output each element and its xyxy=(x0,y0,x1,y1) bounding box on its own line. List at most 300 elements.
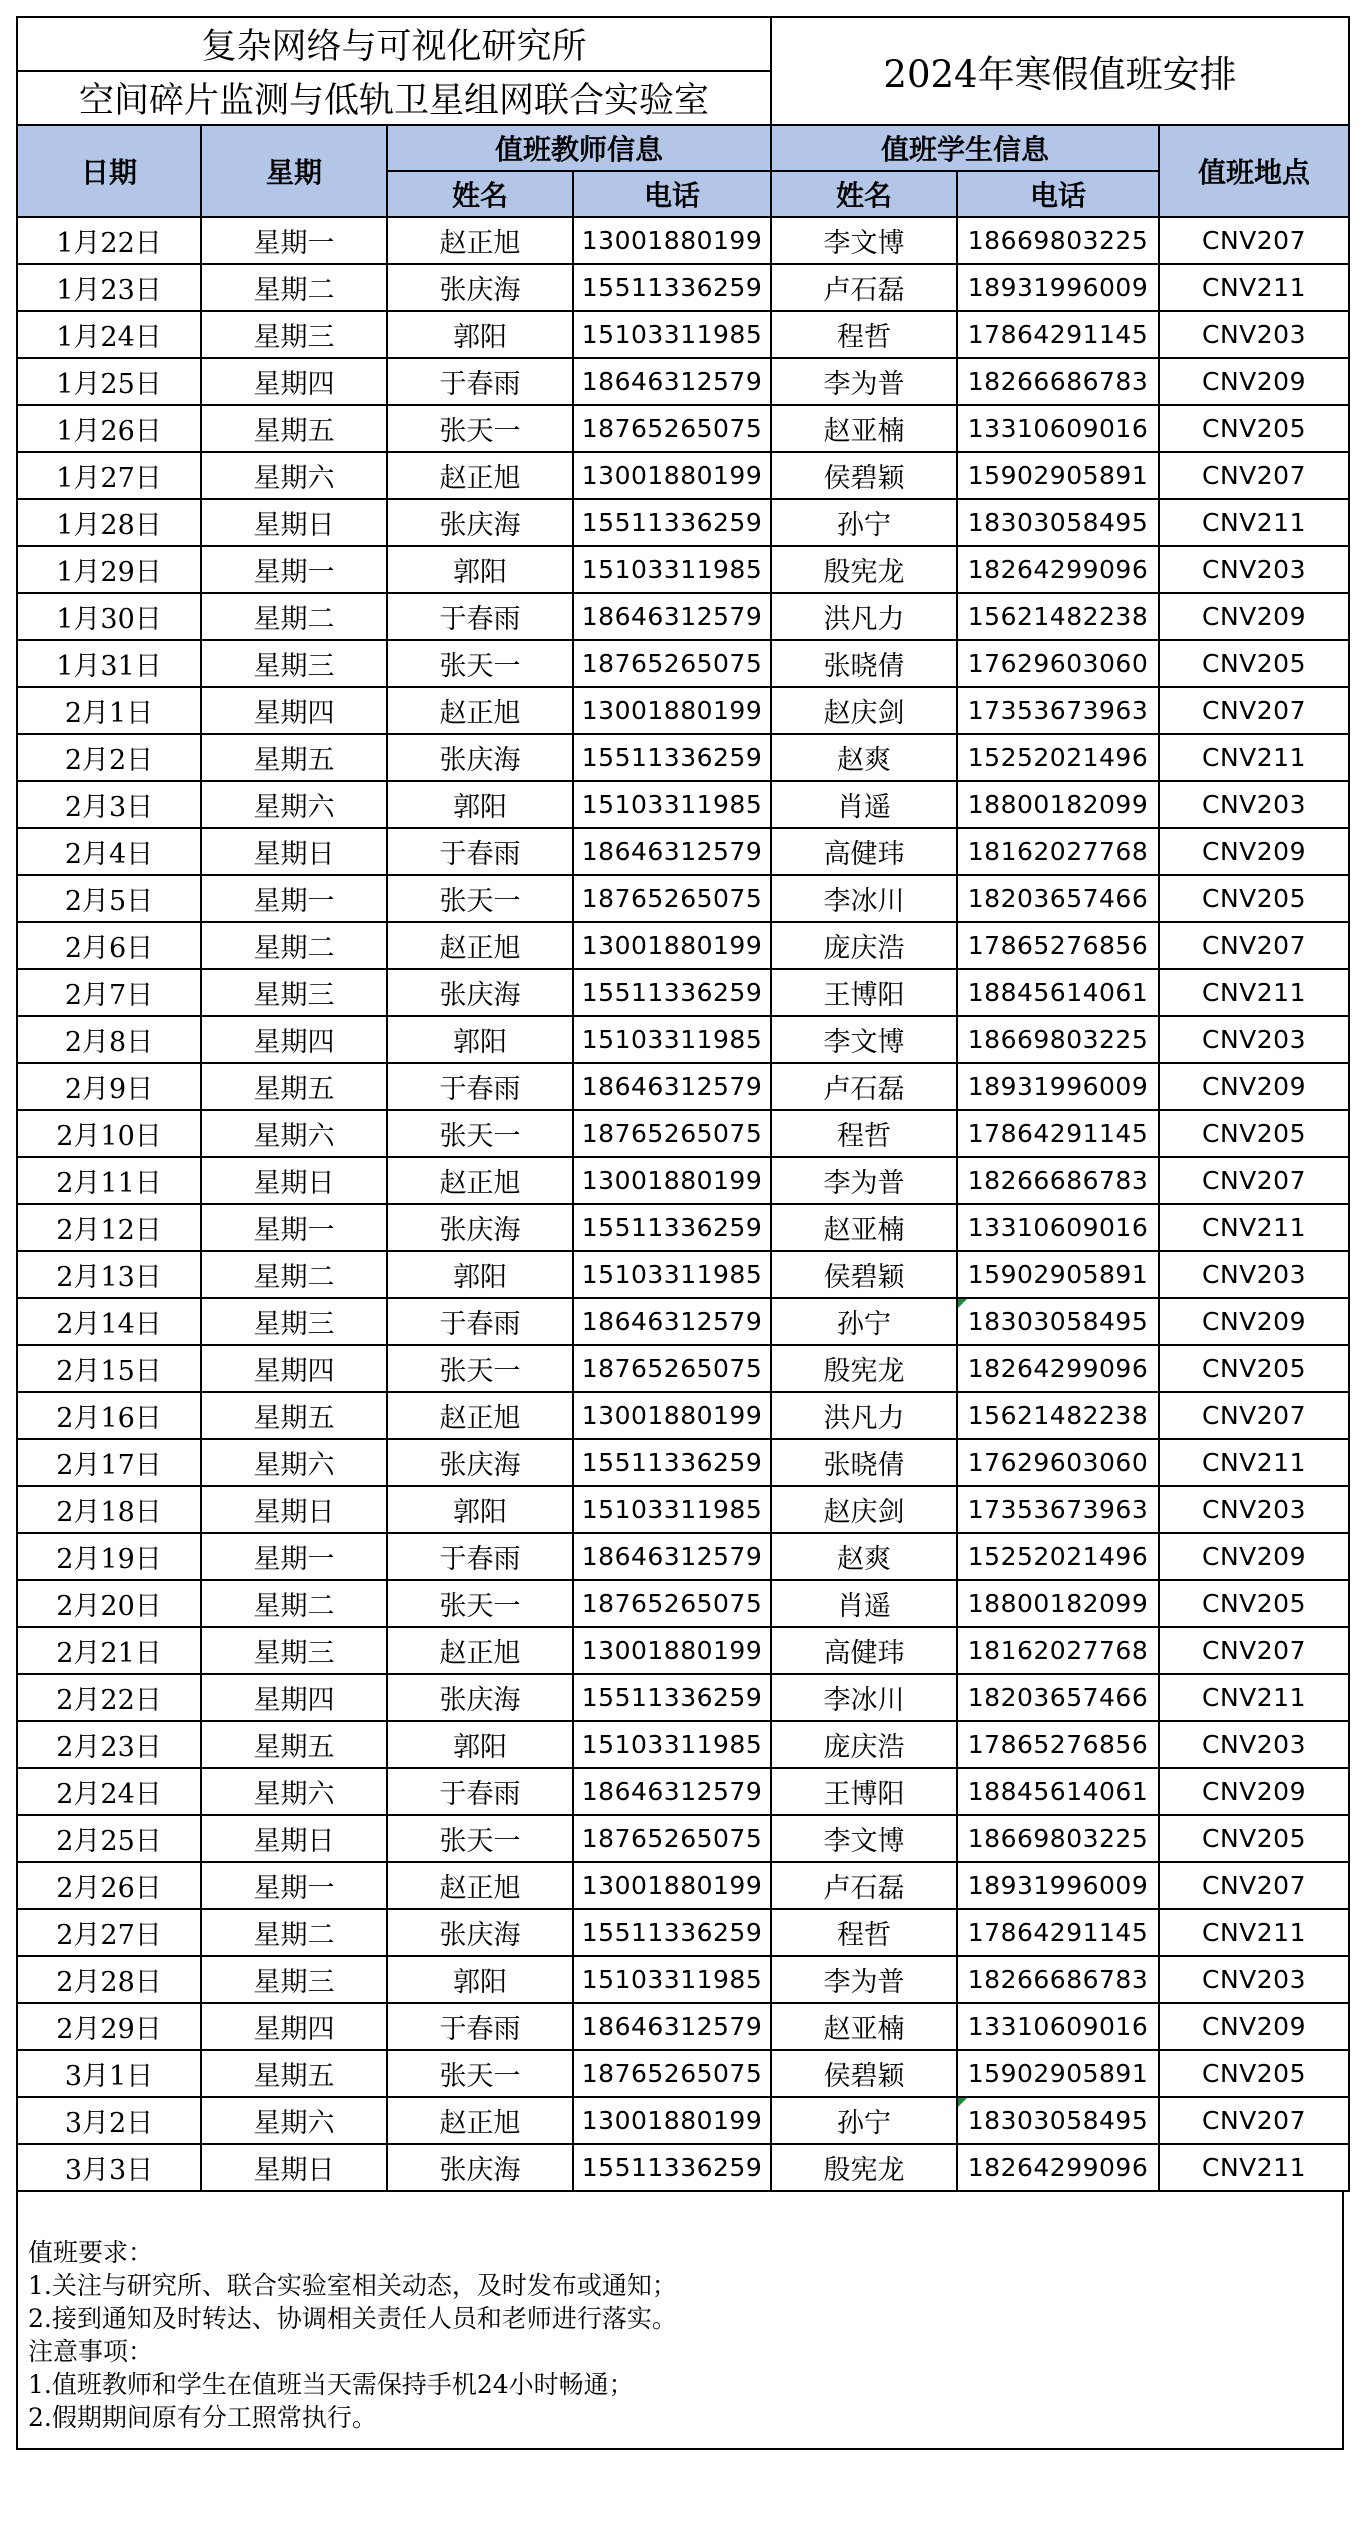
student-name-cell: 赵爽 xyxy=(771,1533,957,1580)
date-cell: 2月27日 xyxy=(17,1909,201,1956)
teacher-name-cell: 郭阳 xyxy=(387,1956,573,2003)
teacher-name-cell: 赵正旭 xyxy=(387,452,573,499)
table-row xyxy=(17,452,1349,499)
teacher-name-cell: 张庆海 xyxy=(387,1909,573,1956)
location-cell: CNV205 xyxy=(1159,2050,1349,2097)
weekday-cell: 星期四 xyxy=(201,1016,387,1063)
student-name-cell: 李文博 xyxy=(771,217,957,264)
teacher-phone-cell: 18646312579 xyxy=(573,358,771,405)
student-name-cell: 庞庆浩 xyxy=(771,1721,957,1768)
date-cell: 2月17日 xyxy=(17,1439,201,1486)
weekday-cell: 星期一 xyxy=(201,546,387,593)
weekday-cell: 星期日 xyxy=(201,1157,387,1204)
student-name-cell: 程哲 xyxy=(771,1909,957,1956)
student-name-cell: 赵亚楠 xyxy=(771,1204,957,1251)
table-row xyxy=(17,2050,1349,2097)
table-row xyxy=(17,311,1349,358)
student-name-cell: 侯碧颖 xyxy=(771,452,957,499)
table-row xyxy=(17,1956,1349,2003)
location-cell: CNV205 xyxy=(1159,1345,1349,1392)
header-location: 值班地点 xyxy=(1159,125,1349,217)
teacher-phone-cell: 15511336259 xyxy=(573,499,771,546)
table-row xyxy=(17,1721,1349,1768)
date-cell: 1月30日 xyxy=(17,593,201,640)
student-phone-cell: 18303058495 xyxy=(957,2097,1159,2144)
location-cell: CNV205 xyxy=(1159,875,1349,922)
location-cell: CNV207 xyxy=(1159,217,1349,264)
teacher-name-cell: 赵正旭 xyxy=(387,1392,573,1439)
teacher-phone-cell: 13001880199 xyxy=(573,1392,771,1439)
student-phone-cell: 18264299096 xyxy=(957,2144,1159,2191)
table-row xyxy=(17,1298,1349,1345)
teacher-phone-cell: 15511336259 xyxy=(573,1204,771,1251)
weekday-cell: 星期二 xyxy=(201,922,387,969)
table-row xyxy=(17,1204,1349,1251)
teacher-name-cell: 于春雨 xyxy=(387,828,573,875)
teacher-name-cell: 郭阳 xyxy=(387,781,573,828)
teacher-name-cell: 于春雨 xyxy=(387,1298,573,1345)
date-cell: 2月12日 xyxy=(17,1204,201,1251)
weekday-cell: 星期日 xyxy=(201,2144,387,2191)
location-cell: CNV205 xyxy=(1159,640,1349,687)
table-row xyxy=(17,1157,1349,1204)
table-row xyxy=(17,546,1349,593)
teacher-phone-cell: 18765265075 xyxy=(573,875,771,922)
student-name-cell: 高健玮 xyxy=(771,828,957,875)
teacher-phone-cell: 13001880199 xyxy=(573,1862,771,1909)
date-cell: 2月22日 xyxy=(17,1674,201,1721)
table-row xyxy=(17,1627,1349,1674)
table-row xyxy=(17,875,1349,922)
teacher-phone-cell: 18646312579 xyxy=(573,1063,771,1110)
student-name-cell: 赵庆剑 xyxy=(771,1486,957,1533)
student-phone-cell: 18669803225 xyxy=(957,1815,1159,1862)
location-cell: CNV211 xyxy=(1159,734,1349,781)
teacher-name-cell: 郭阳 xyxy=(387,1486,573,1533)
teacher-name-cell: 赵正旭 xyxy=(387,687,573,734)
location-cell: CNV205 xyxy=(1159,1815,1349,1862)
student-phone-cell: 18264299096 xyxy=(957,546,1159,593)
student-name-cell: 赵庆剑 xyxy=(771,687,957,734)
table-row xyxy=(17,1909,1349,1956)
table-row xyxy=(17,1345,1349,1392)
location-cell: CNV207 xyxy=(1159,687,1349,734)
teacher-phone-cell: 13001880199 xyxy=(573,2097,771,2144)
student-phone-cell: 18266686783 xyxy=(957,358,1159,405)
student-phone-cell: 13310609016 xyxy=(957,1204,1159,1251)
date-cell: 1月28日 xyxy=(17,499,201,546)
teacher-name-cell: 张天一 xyxy=(387,405,573,452)
date-cell: 3月1日 xyxy=(17,2050,201,2097)
teacher-name-cell: 于春雨 xyxy=(387,358,573,405)
weekday-cell: 星期二 xyxy=(201,1251,387,1298)
student-phone-cell: 18669803225 xyxy=(957,217,1159,264)
note-line: 注意事项： xyxy=(28,2337,154,2366)
teacher-phone-cell: 18646312579 xyxy=(573,2003,771,2050)
weekday-cell: 星期二 xyxy=(201,593,387,640)
teacher-name-cell: 赵正旭 xyxy=(387,1627,573,1674)
student-name-cell: 洪凡力 xyxy=(771,1392,957,1439)
weekday-cell: 星期六 xyxy=(201,452,387,499)
student-name-cell: 殷宪龙 xyxy=(771,1345,957,1392)
student-phone-cell: 15902905891 xyxy=(957,452,1159,499)
header-teacher-info: 值班教师信息 xyxy=(387,125,771,171)
teacher-name-cell: 张庆海 xyxy=(387,1204,573,1251)
teacher-name-cell: 赵正旭 xyxy=(387,1157,573,1204)
location-cell: CNV207 xyxy=(1159,2097,1349,2144)
location-cell: CNV207 xyxy=(1159,1862,1349,1909)
date-cell: 3月2日 xyxy=(17,2097,201,2144)
teacher-name-cell: 赵正旭 xyxy=(387,217,573,264)
date-cell: 2月28日 xyxy=(17,1956,201,2003)
location-cell: CNV207 xyxy=(1159,1157,1349,1204)
teacher-phone-cell: 18646312579 xyxy=(573,1768,771,1815)
location-cell: CNV203 xyxy=(1159,1721,1349,1768)
weekday-cell: 星期四 xyxy=(201,358,387,405)
comment-marker-icon xyxy=(958,2098,967,2107)
location-cell: CNV207 xyxy=(1159,1627,1349,1674)
header-teacher-phone: 电话 xyxy=(573,171,771,217)
table-row xyxy=(17,499,1349,546)
student-name-cell: 张晓倩 xyxy=(771,640,957,687)
header-teacher-name: 姓名 xyxy=(387,171,573,217)
schedule-rows xyxy=(17,217,1349,2191)
weekday-cell: 星期一 xyxy=(201,1204,387,1251)
date-cell: 2月4日 xyxy=(17,828,201,875)
student-phone-cell: 18800182099 xyxy=(957,781,1159,828)
table-row xyxy=(17,405,1349,452)
teacher-phone-cell: 18765265075 xyxy=(573,1345,771,1392)
header-date: 日期 xyxy=(17,125,201,217)
teacher-name-cell: 张庆海 xyxy=(387,969,573,1016)
student-name-cell: 王博阳 xyxy=(771,969,957,1016)
student-name-cell: 王博阳 xyxy=(771,1768,957,1815)
date-cell: 2月3日 xyxy=(17,781,201,828)
duty-schedule-sheet xyxy=(16,16,1348,2450)
teacher-phone-cell: 13001880199 xyxy=(573,452,771,499)
teacher-name-cell: 张天一 xyxy=(387,2050,573,2097)
table-row xyxy=(17,1768,1349,1815)
teacher-name-cell: 张天一 xyxy=(387,1580,573,1627)
teacher-name-cell: 张天一 xyxy=(387,1345,573,1392)
table-row xyxy=(17,1016,1349,1063)
date-cell: 3月3日 xyxy=(17,2144,201,2191)
table-row xyxy=(17,217,1349,264)
date-cell: 1月23日 xyxy=(17,264,201,311)
student-name-cell: 庞庆浩 xyxy=(771,922,957,969)
teacher-phone-cell: 13001880199 xyxy=(573,1157,771,1204)
table-row xyxy=(17,1533,1349,1580)
date-cell: 2月6日 xyxy=(17,922,201,969)
note-line: 2.假期期间原有分工照常执行。 xyxy=(28,2403,377,2432)
weekday-cell: 星期日 xyxy=(201,1486,387,1533)
student-phone-cell: 17629603060 xyxy=(957,1439,1159,1486)
student-name-cell: 张晓倩 xyxy=(771,1439,957,1486)
student-phone-cell: 13310609016 xyxy=(957,405,1159,452)
weekday-cell: 星期一 xyxy=(201,217,387,264)
header-student-phone: 电话 xyxy=(957,171,1159,217)
date-cell: 2月5日 xyxy=(17,875,201,922)
student-name-cell: 殷宪龙 xyxy=(771,2144,957,2191)
teacher-name-cell: 张天一 xyxy=(387,1815,573,1862)
student-phone-cell: 15252021496 xyxy=(957,1533,1159,1580)
student-name-cell: 洪凡力 xyxy=(771,593,957,640)
weekday-cell: 星期三 xyxy=(201,311,387,358)
date-cell: 2月8日 xyxy=(17,1016,201,1063)
weekday-cell: 星期六 xyxy=(201,1768,387,1815)
student-name-cell: 程哲 xyxy=(771,1110,957,1157)
date-cell: 2月18日 xyxy=(17,1486,201,1533)
table-row xyxy=(17,2097,1349,2144)
table-row xyxy=(17,1251,1349,1298)
student-phone-cell: 17864291145 xyxy=(957,1909,1159,1956)
notes-box xyxy=(16,2192,1344,2450)
teacher-name-cell: 郭阳 xyxy=(387,1721,573,1768)
table-row xyxy=(17,1486,1349,1533)
weekday-cell: 星期四 xyxy=(201,1674,387,1721)
student-name-cell: 卢石磊 xyxy=(771,264,957,311)
student-phone-cell: 17864291145 xyxy=(957,311,1159,358)
location-cell: CNV209 xyxy=(1159,358,1349,405)
weekday-cell: 星期四 xyxy=(201,2003,387,2050)
header-student-name: 姓名 xyxy=(771,171,957,217)
location-cell: CNV209 xyxy=(1159,1768,1349,1815)
location-cell: CNV209 xyxy=(1159,1298,1349,1345)
student-phone-cell: 13310609016 xyxy=(957,2003,1159,2050)
weekday-cell: 星期五 xyxy=(201,1063,387,1110)
teacher-name-cell: 于春雨 xyxy=(387,1768,573,1815)
teacher-phone-cell: 18765265075 xyxy=(573,1110,771,1157)
teacher-name-cell: 郭阳 xyxy=(387,311,573,358)
teacher-name-cell: 张天一 xyxy=(387,875,573,922)
date-cell: 1月24日 xyxy=(17,311,201,358)
teacher-phone-cell: 15511336259 xyxy=(573,1439,771,1486)
table-row xyxy=(17,687,1349,734)
student-phone-cell: 18303058495 xyxy=(957,1298,1159,1345)
teacher-name-cell: 张庆海 xyxy=(387,264,573,311)
student-phone-cell: 17864291145 xyxy=(957,1110,1159,1157)
table-row xyxy=(17,2003,1349,2050)
teacher-name-cell: 张庆海 xyxy=(387,1674,573,1721)
student-phone-cell: 18669803225 xyxy=(957,1016,1159,1063)
date-cell: 2月9日 xyxy=(17,1063,201,1110)
teacher-name-cell: 赵正旭 xyxy=(387,1862,573,1909)
table-row xyxy=(17,358,1349,405)
location-cell: CNV203 xyxy=(1159,781,1349,828)
teacher-phone-cell: 15511336259 xyxy=(573,1909,771,1956)
weekday-cell: 星期六 xyxy=(201,781,387,828)
teacher-name-cell: 张庆海 xyxy=(387,734,573,781)
teacher-phone-cell: 15103311985 xyxy=(573,311,771,358)
weekday-cell: 星期五 xyxy=(201,2050,387,2097)
weekday-cell: 星期四 xyxy=(201,1345,387,1392)
date-cell: 2月13日 xyxy=(17,1251,201,1298)
location-cell: CNV211 xyxy=(1159,1674,1349,1721)
location-cell: CNV211 xyxy=(1159,1439,1349,1486)
student-phone-cell: 18162027768 xyxy=(957,828,1159,875)
date-cell: 2月29日 xyxy=(17,2003,201,2050)
teacher-phone-cell: 15103311985 xyxy=(573,1721,771,1768)
teacher-phone-cell: 18765265075 xyxy=(573,640,771,687)
lab-title: 空间碎片监测与低轨卫星组网联合实验室 xyxy=(17,71,771,125)
table-row xyxy=(17,1392,1349,1439)
location-cell: CNV205 xyxy=(1159,405,1349,452)
table-row xyxy=(17,1580,1349,1627)
weekday-cell: 星期二 xyxy=(201,1580,387,1627)
location-cell: CNV209 xyxy=(1159,1533,1349,1580)
student-phone-cell: 17353673963 xyxy=(957,687,1159,734)
student-name-cell: 肖遥 xyxy=(771,781,957,828)
location-cell: CNV209 xyxy=(1159,1063,1349,1110)
student-phone-cell: 15902905891 xyxy=(957,2050,1159,2097)
student-phone-cell: 17865276856 xyxy=(957,1721,1159,1768)
student-phone-cell: 18203657466 xyxy=(957,1674,1159,1721)
teacher-phone-cell: 15511336259 xyxy=(573,1674,771,1721)
date-cell: 2月24日 xyxy=(17,1768,201,1815)
weekday-cell: 星期六 xyxy=(201,1439,387,1486)
teacher-phone-cell: 18765265075 xyxy=(573,405,771,452)
schedule-title: 2024年寒假值班安排 xyxy=(771,17,1349,125)
student-name-cell: 孙宁 xyxy=(771,2097,957,2144)
date-cell: 2月26日 xyxy=(17,1862,201,1909)
teacher-name-cell: 于春雨 xyxy=(387,1063,573,1110)
location-cell: CNV211 xyxy=(1159,264,1349,311)
teacher-phone-cell: 13001880199 xyxy=(573,922,771,969)
location-cell: CNV205 xyxy=(1159,1110,1349,1157)
date-cell: 1月27日 xyxy=(17,452,201,499)
location-cell: CNV203 xyxy=(1159,1486,1349,1533)
comment-marker-icon xyxy=(958,1299,967,1308)
location-cell: CNV203 xyxy=(1159,1016,1349,1063)
student-name-cell: 程哲 xyxy=(771,311,957,358)
location-cell: CNV209 xyxy=(1159,2003,1349,2050)
weekday-cell: 星期日 xyxy=(201,1815,387,1862)
table-row xyxy=(17,1439,1349,1486)
weekday-cell: 星期五 xyxy=(201,1392,387,1439)
teacher-phone-cell: 15103311985 xyxy=(573,1016,771,1063)
header-student-info: 值班学生信息 xyxy=(771,125,1159,171)
date-cell: 2月11日 xyxy=(17,1157,201,1204)
student-name-cell: 李冰川 xyxy=(771,875,957,922)
weekday-cell: 星期六 xyxy=(201,1110,387,1157)
student-name-cell: 孙宁 xyxy=(771,1298,957,1345)
weekday-cell: 星期三 xyxy=(201,1298,387,1345)
weekday-cell: 星期三 xyxy=(201,640,387,687)
teacher-phone-cell: 15103311985 xyxy=(573,1251,771,1298)
date-cell: 1月26日 xyxy=(17,405,201,452)
teacher-phone-cell: 15511336259 xyxy=(573,264,771,311)
location-cell: CNV203 xyxy=(1159,1251,1349,1298)
weekday-cell: 星期三 xyxy=(201,1627,387,1674)
date-cell: 2月21日 xyxy=(17,1627,201,1674)
table-row xyxy=(17,1674,1349,1721)
table-row xyxy=(17,922,1349,969)
date-cell: 2月19日 xyxy=(17,1533,201,1580)
teacher-name-cell: 赵正旭 xyxy=(387,2097,573,2144)
location-cell: CNV207 xyxy=(1159,922,1349,969)
date-cell: 1月31日 xyxy=(17,640,201,687)
date-cell: 1月22日 xyxy=(17,217,201,264)
teacher-name-cell: 于春雨 xyxy=(387,1533,573,1580)
student-name-cell: 赵爽 xyxy=(771,734,957,781)
student-phone-cell: 18266686783 xyxy=(957,1956,1159,2003)
student-phone-cell: 18203657466 xyxy=(957,875,1159,922)
weekday-cell: 星期二 xyxy=(201,1909,387,1956)
student-name-cell: 孙宁 xyxy=(771,499,957,546)
student-name-cell: 赵亚楠 xyxy=(771,2003,957,2050)
weekday-cell: 星期六 xyxy=(201,2097,387,2144)
teacher-name-cell: 张庆海 xyxy=(387,499,573,546)
date-cell: 2月15日 xyxy=(17,1345,201,1392)
student-phone-cell: 15902905891 xyxy=(957,1251,1159,1298)
teacher-phone-cell: 18765265075 xyxy=(573,1815,771,1862)
teacher-phone-cell: 15103311985 xyxy=(573,1486,771,1533)
weekday-cell: 星期五 xyxy=(201,1721,387,1768)
table-row xyxy=(17,1063,1349,1110)
student-phone-cell: 15621482238 xyxy=(957,1392,1159,1439)
location-cell: CNV205 xyxy=(1159,1580,1349,1627)
location-cell: CNV209 xyxy=(1159,593,1349,640)
location-cell: CNV211 xyxy=(1159,2144,1349,2191)
table-row xyxy=(17,781,1349,828)
location-cell: CNV209 xyxy=(1159,828,1349,875)
date-cell: 2月14日 xyxy=(17,1298,201,1345)
teacher-phone-cell: 15103311985 xyxy=(573,546,771,593)
student-name-cell: 高健玮 xyxy=(771,1627,957,1674)
table-row xyxy=(17,1862,1349,1909)
teacher-phone-cell: 18646312579 xyxy=(573,1298,771,1345)
teacher-name-cell: 张庆海 xyxy=(387,2144,573,2191)
teacher-name-cell: 于春雨 xyxy=(387,2003,573,2050)
student-phone-cell: 17865276856 xyxy=(957,922,1159,969)
student-phone-cell: 18845614061 xyxy=(957,1768,1159,1815)
location-cell: CNV211 xyxy=(1159,969,1349,1016)
note-line: 值班要求： xyxy=(28,2238,154,2267)
weekday-cell: 星期四 xyxy=(201,687,387,734)
student-phone-cell: 18800182099 xyxy=(957,1580,1159,1627)
student-name-cell: 肖遥 xyxy=(771,1580,957,1627)
student-name-cell: 李为普 xyxy=(771,1157,957,1204)
table-row xyxy=(17,1110,1349,1157)
student-phone-cell: 17629603060 xyxy=(957,640,1159,687)
student-name-cell: 李文博 xyxy=(771,1815,957,1862)
weekday-cell: 星期五 xyxy=(201,734,387,781)
location-cell: CNV207 xyxy=(1159,1392,1349,1439)
student-name-cell: 李文博 xyxy=(771,1016,957,1063)
date-cell: 2月23日 xyxy=(17,1721,201,1768)
header-weekday: 星期 xyxy=(201,125,387,217)
student-phone-cell: 18931996009 xyxy=(957,1063,1159,1110)
student-name-cell: 卢石磊 xyxy=(771,1063,957,1110)
weekday-cell: 星期三 xyxy=(201,969,387,1016)
teacher-phone-cell: 15103311985 xyxy=(573,781,771,828)
student-name-cell: 侯碧颖 xyxy=(771,1251,957,1298)
date-cell: 2月20日 xyxy=(17,1580,201,1627)
date-cell: 2月16日 xyxy=(17,1392,201,1439)
location-cell: CNV211 xyxy=(1159,1204,1349,1251)
weekday-cell: 星期日 xyxy=(201,499,387,546)
teacher-name-cell: 郭阳 xyxy=(387,1251,573,1298)
date-cell: 1月25日 xyxy=(17,358,201,405)
date-cell: 1月29日 xyxy=(17,546,201,593)
location-cell: CNV211 xyxy=(1159,499,1349,546)
location-cell: CNV203 xyxy=(1159,1956,1349,2003)
teacher-phone-cell: 18646312579 xyxy=(573,828,771,875)
institute-title: 复杂网络与可视化研究所 xyxy=(17,17,771,71)
note-line: 2.接到通知及时转达、协调相关责任人员和老师进行落实。 xyxy=(28,2304,677,2333)
teacher-name-cell: 郭阳 xyxy=(387,1016,573,1063)
student-name-cell: 卢石磊 xyxy=(771,1862,957,1909)
